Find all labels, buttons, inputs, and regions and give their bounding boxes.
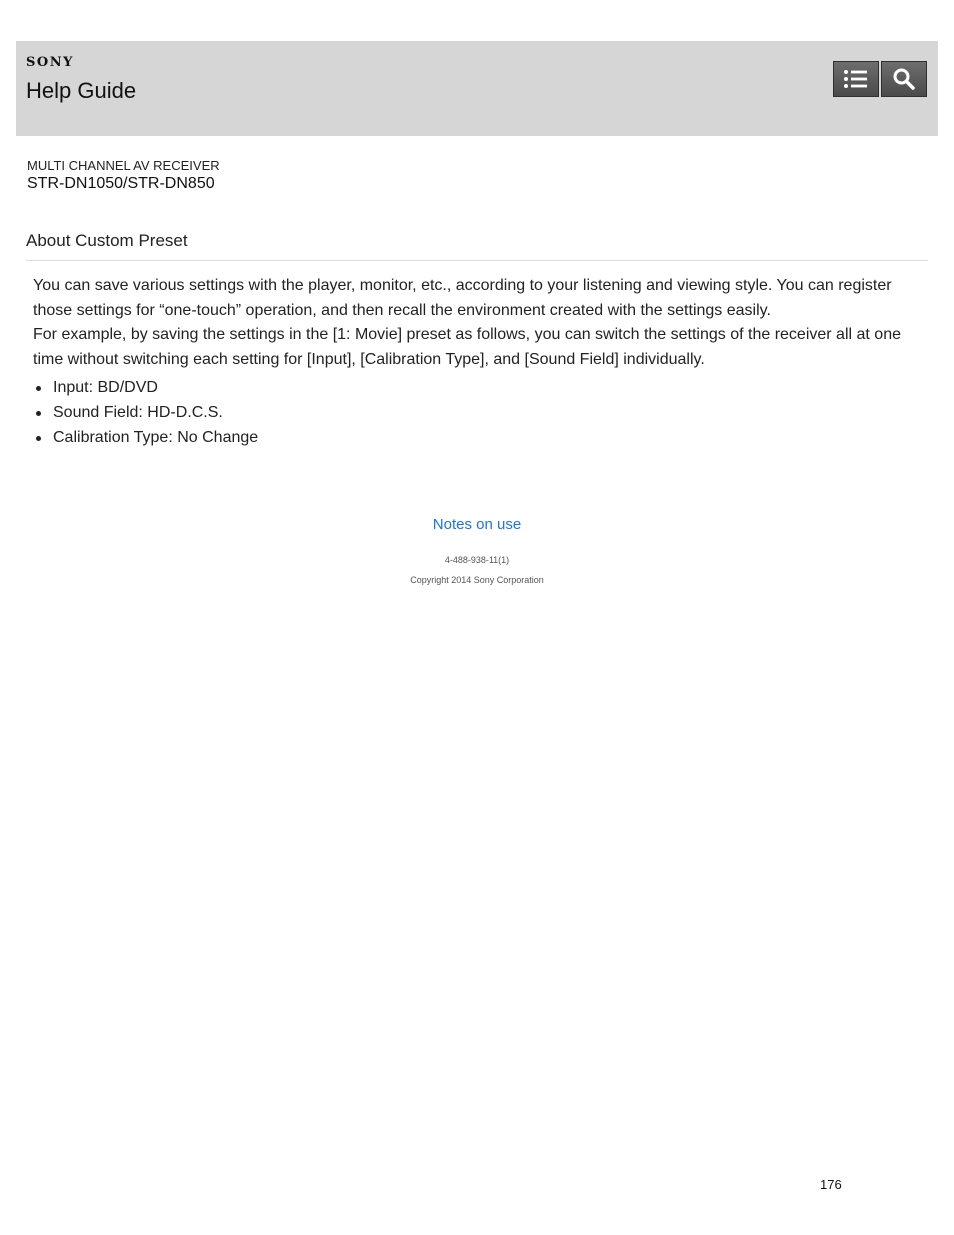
sony-logo: SONY	[26, 55, 74, 70]
product-category: MULTI CHANNEL AV RECEIVER	[27, 158, 220, 173]
topic-body	[33, 274, 913, 372]
product-model: STR-DN1050/STR-DN850	[27, 175, 215, 192]
list-icon	[843, 68, 869, 90]
help-guide-title: Help Guide	[26, 78, 137, 103]
header-bar	[16, 41, 938, 136]
list-item: Sound Field: HD-D.C.S.	[33, 400, 258, 425]
page-number: 176	[820, 1177, 842, 1192]
list-item: Calibration Type: No Change	[33, 425, 258, 450]
title-divider	[26, 260, 928, 261]
toc-button[interactable]	[833, 61, 879, 97]
topic-title: About Custom Preset	[26, 231, 188, 250]
search-button[interactable]	[881, 61, 927, 97]
document-number: 4-488-938-11(1)	[444, 555, 510, 565]
notes-on-use-link[interactable]: Notes on use	[432, 516, 522, 533]
body-paragraph: You can save various settings with the player, monitor, etc., according to your listening and viewing style. You can register those settings for “one-touch” operation, and then recall the environment created with the settings easily.	[33, 277, 892, 319]
list-item: Input: BD/DVD	[33, 375, 258, 400]
body-paragraph: For example, by saving the settings in the [1: Movie] preset as follows, you can switch the settings of the receiver all at one time without switching each setting for [Input], [Calibration Type], and [Sound Field] individually.	[33, 326, 901, 368]
preset-settings-list	[33, 375, 258, 450]
copyright-text: Copyright 2014 Sony Corporation	[410, 575, 544, 585]
search-icon	[892, 67, 916, 91]
